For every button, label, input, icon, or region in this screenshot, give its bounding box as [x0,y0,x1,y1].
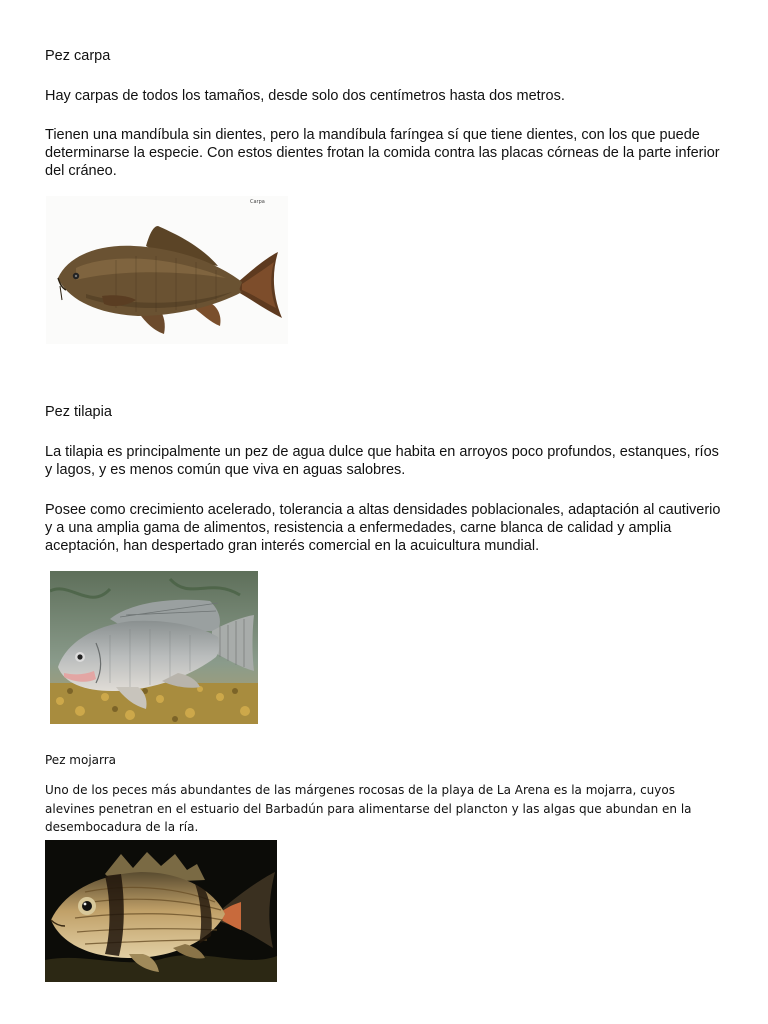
paragraph-mojarra: Uno de los peces más abundantes de las márgenes rocosas de la playa de La Arena es la mojarra, cuyos alevines penetran en el estuario del Barbadún para alimentarse del plancton y las algas que abundan en la desembocadura de la ría. [45,783,692,834]
paragraph-carpa-teeth: Tienen una mandíbula sin dientes, pero la mandíbula faríngea sí que tiene dientes, con los que puede determinarse la especie. Con estos dientes frotan la comida contra las placas córneas de la parte inferior del cráneo. [45,127,720,179]
paragraph-tilapia-habitat: La tilapia es principalmente un pez de agua dulce que habita en arroyos poco profundos, estanques, ríos y lagos, y es menos común que viva en aguas salobres. [45,444,719,478]
mojarra-image [45,840,277,982]
section-title-tilapia: Pez tilapia [45,404,112,420]
tilapia-image [50,571,258,724]
carp-image-label: Carpa [250,199,265,205]
paragraph-carpa-size: Hay carpas de todos los tamaños, desde solo dos centímetros hasta dos metros. [45,88,565,104]
paragraph-tilapia-traits: Posee como crecimiento acelerado, tolerancia a altas densidades poblacionales, adaptación al cautiverio y a una amplia gama de alimentos, resistencia a enfermedades, carne blanca de calidad y amplia aceptación, han despertado gran interés comercial en la acuicultura mundial. [45,502,721,554]
section-title-mojarra: Pez mojarra [45,753,117,767]
carp-image [46,196,288,344]
section-title-carpa: Pez carpa [45,48,111,64]
